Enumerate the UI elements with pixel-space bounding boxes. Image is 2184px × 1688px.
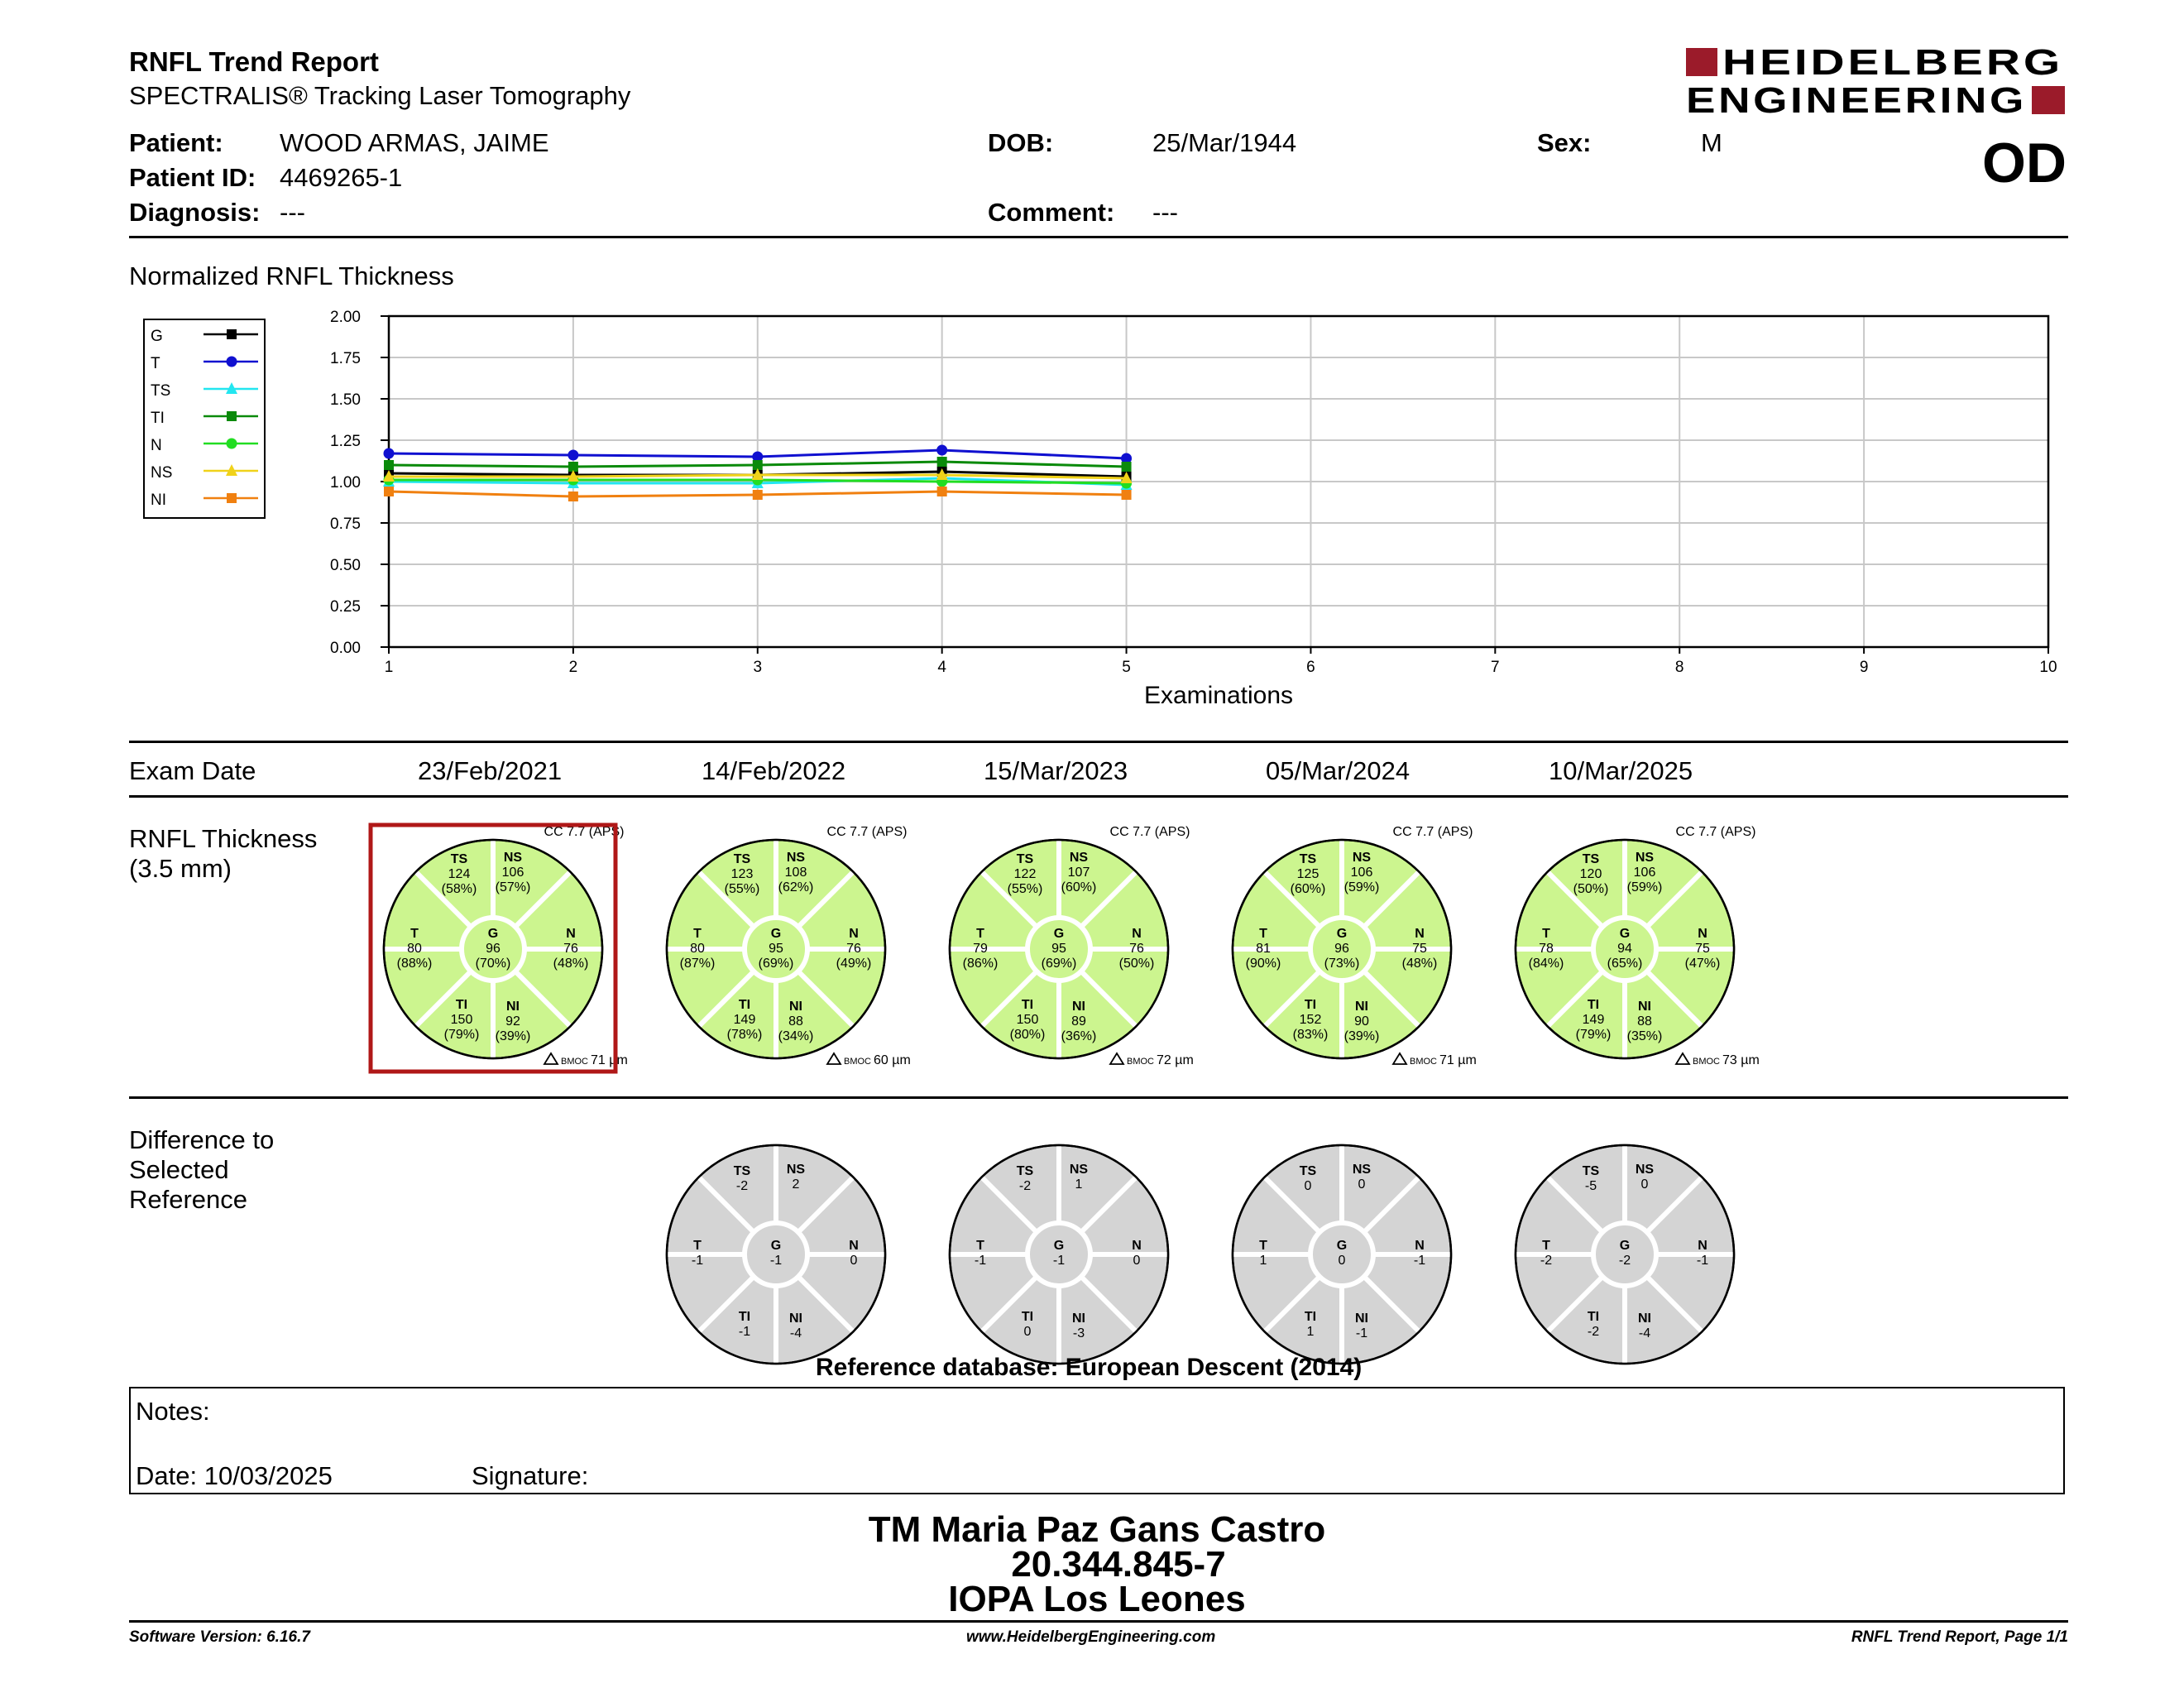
signature-label: Signature: <box>472 1461 589 1490</box>
thickness-circle <box>1516 840 1734 1058</box>
sector-name: NS <box>1635 1163 1655 1177</box>
sector-name: G <box>770 1239 782 1253</box>
delta-bmoc-icon <box>544 1053 558 1064</box>
y-tick-label: 0.00 <box>330 640 361 657</box>
sector-diff: -1 <box>974 1254 987 1268</box>
patient-id-label: Patient ID: <box>129 163 256 192</box>
data-point-TI <box>1122 462 1132 472</box>
dob-value: 25/Mar/1944 <box>1152 128 1297 157</box>
sector-percent: (69%) <box>758 957 794 971</box>
eye-indicator: OD <box>1982 132 2067 194</box>
sector-name: NS <box>786 851 806 865</box>
logo-square-bottom <box>2032 86 2065 114</box>
sector-percent: (86%) <box>962 957 999 971</box>
sector-name: TI <box>1021 1310 1034 1324</box>
sector-diff: -1 <box>1413 1254 1426 1268</box>
sector-value: 88 <box>1637 1014 1652 1029</box>
sector-value: 108 <box>784 866 807 880</box>
sector-diff: 0 <box>1338 1254 1346 1268</box>
sector-diff: -5 <box>1584 1179 1597 1193</box>
sector-value: 106 <box>501 866 524 880</box>
sector-name: TS <box>1299 1164 1317 1178</box>
divider-dates <box>129 795 2068 798</box>
sector-diff: 0 <box>1640 1177 1649 1192</box>
sex-label: Sex: <box>1537 128 1592 157</box>
sector-name: N <box>1132 1239 1142 1253</box>
sector-name: NS <box>786 1163 806 1177</box>
sector-name: G <box>487 927 499 941</box>
sector-percent: (78%) <box>726 1028 763 1042</box>
y-tick-label: 2.00 <box>330 309 361 326</box>
sector-value: 80 <box>407 942 422 956</box>
data-point-T <box>936 445 947 456</box>
legend-label: G <box>151 328 163 345</box>
bmoc-value: 73 µm <box>1722 1053 1760 1067</box>
sector-diff: -1 <box>1696 1254 1709 1268</box>
sector-name: NI <box>1355 1000 1368 1014</box>
legend-marker <box>227 411 237 421</box>
exam-date: 14/Feb/2022 <box>702 756 846 785</box>
x-tick-label: 4 <box>937 659 946 676</box>
sector-diff: -2 <box>1540 1254 1553 1268</box>
sector-percent: (58%) <box>441 882 477 896</box>
sector-percent: (50%) <box>1573 882 1609 896</box>
legend-label: T <box>151 355 160 372</box>
sector-diff: 0 <box>1023 1325 1032 1339</box>
sector-percent: (79%) <box>443 1028 480 1042</box>
sector-name: TI <box>738 1310 751 1324</box>
sector-name: NI <box>1072 1312 1085 1326</box>
notes-label: Notes: <box>136 1397 210 1426</box>
comment-value: --- <box>1152 198 1178 227</box>
diagnosis-label: Diagnosis: <box>129 198 261 227</box>
data-point-NI <box>568 492 578 501</box>
sector-name: NI <box>506 1000 520 1014</box>
sector-name: TI <box>1304 1310 1317 1324</box>
sector-percent: (57%) <box>495 880 531 894</box>
legend-label: NI <box>151 492 166 509</box>
sector-name: TS <box>1582 852 1600 866</box>
sector-value: 96 <box>1334 942 1349 956</box>
difference-circle <box>667 1145 885 1364</box>
sector-name: NS <box>1069 1163 1089 1177</box>
sector-name: T <box>976 1239 984 1253</box>
sector-percent: (69%) <box>1041 957 1077 971</box>
sector-name: NI <box>1355 1312 1368 1326</box>
sector-value: 89 <box>1071 1014 1086 1029</box>
difference-label: Difference to <box>129 1125 275 1154</box>
bmoc-label: BMOC <box>1693 1057 1720 1067</box>
x-tick-label: 8 <box>1674 659 1684 676</box>
y-tick-label: 1.25 <box>330 433 361 450</box>
sector-percent: (79%) <box>1575 1028 1612 1042</box>
sector-name: G <box>1336 927 1348 941</box>
sector-percent: (73%) <box>1324 957 1360 971</box>
x-tick-label: 10 <box>2039 659 2057 676</box>
sector-name: NS <box>1352 1163 1372 1177</box>
sector-percent: (60%) <box>1290 882 1326 896</box>
logo-square-top <box>1686 48 1717 76</box>
sector-name: T <box>976 927 984 941</box>
sector-value: 75 <box>1695 942 1710 956</box>
sector-name: N <box>1698 1239 1707 1253</box>
sector-percent: (48%) <box>1401 957 1438 971</box>
x-tick-label: 2 <box>568 659 578 676</box>
legend-marker <box>227 439 237 449</box>
sector-value: 88 <box>788 1014 803 1029</box>
sector-diff: -2 <box>1618 1254 1631 1268</box>
delta-bmoc-icon <box>1110 1053 1123 1064</box>
sector-name: G <box>1336 1239 1348 1253</box>
sector-name: TI <box>1021 998 1034 1012</box>
bmoc-label: BMOC <box>844 1057 871 1067</box>
y-tick-label: 1.00 <box>330 474 361 492</box>
sector-name: NI <box>789 1312 802 1326</box>
sector-name: TS <box>1582 1164 1600 1178</box>
sector-name: T <box>410 927 419 941</box>
sector-name: NS <box>1069 851 1089 865</box>
footer-website[interactable]: www.HeidelbergEngineering.com <box>966 1628 1216 1646</box>
sector-percent: (90%) <box>1245 957 1281 971</box>
sector-value: 92 <box>505 1014 520 1029</box>
sector-name: G <box>1619 1239 1631 1253</box>
sector-diff: 0 <box>1358 1177 1366 1192</box>
quality-cc: CC 7.7 (APS) <box>544 825 625 839</box>
bmoc-value: 72 µm <box>1157 1053 1194 1067</box>
sector-percent: (83%) <box>1292 1028 1329 1042</box>
sex-value: M <box>1701 128 1722 157</box>
bmoc-label: BMOC <box>1127 1057 1154 1067</box>
signer-name: TM Maria Paz Gans Castro <box>868 1509 1326 1550</box>
data-point-TI <box>384 460 394 470</box>
divider-chart <box>129 741 2068 743</box>
sector-name: N <box>1132 927 1142 941</box>
thickness-circle <box>1233 840 1451 1058</box>
sector-diff: -2 <box>1018 1179 1032 1193</box>
sector-diff: -1 <box>691 1254 704 1268</box>
sector-value: 149 <box>1582 1013 1605 1027</box>
sector-value: 80 <box>690 942 705 956</box>
sector-percent: (70%) <box>475 957 511 971</box>
sector-value: 106 <box>1350 866 1373 880</box>
sector-percent: (65%) <box>1607 957 1643 971</box>
sector-percent: (55%) <box>1007 882 1043 896</box>
x-tick-label: 9 <box>1859 659 1869 676</box>
data-point-T <box>384 448 395 459</box>
signer-id: 20.344.845-7 <box>1011 1544 1226 1585</box>
sector-diff: 0 <box>1133 1254 1141 1268</box>
delta-bmoc-icon <box>827 1053 841 1064</box>
sector-value: 78 <box>1539 942 1554 956</box>
bmoc-value: 71 µm <box>591 1053 628 1067</box>
logo-line1: HEIDELBERG <box>1722 43 2063 83</box>
sector-name: N <box>1698 927 1707 941</box>
thickness-label: RNFL Thickness <box>129 824 318 853</box>
signer-institution: IOPA Los Leones <box>948 1579 1246 1619</box>
sector-name: TS <box>1299 852 1317 866</box>
sector-name: N <box>849 927 859 941</box>
sector-value: 76 <box>563 942 578 956</box>
sector-percent: (84%) <box>1528 957 1564 971</box>
sector-value: 90 <box>1354 1014 1369 1029</box>
thickness-circle <box>950 840 1168 1058</box>
sector-value: 94 <box>1617 942 1632 956</box>
x-tick-label: 3 <box>753 659 763 676</box>
data-point-T <box>568 450 578 461</box>
sector-value: 123 <box>730 867 754 881</box>
sector-percent: (50%) <box>1118 957 1155 971</box>
quality-cc: CC 7.7 (APS) <box>1392 825 1473 839</box>
sector-diff: 1 <box>1075 1177 1083 1192</box>
sector-percent: (39%) <box>495 1029 531 1043</box>
sector-value: 75 <box>1412 942 1427 956</box>
dob-label: DOB: <box>988 128 1054 157</box>
sector-name: G <box>1053 1239 1065 1253</box>
sector-name: NS <box>1635 851 1655 865</box>
thickness-circles <box>347 815 2068 1080</box>
footer-software-version: Software Version: 6.16.7 <box>129 1628 310 1646</box>
comment-label: Comment: <box>988 198 1115 227</box>
x-tick-label: 6 <box>1306 659 1315 676</box>
exam-date: 15/Mar/2023 <box>984 756 1128 785</box>
sector-diff: -4 <box>789 1326 802 1340</box>
sector-name: T <box>1259 927 1267 941</box>
sector-percent: (39%) <box>1343 1029 1380 1043</box>
sector-name: T <box>693 1239 702 1253</box>
sector-name: TI <box>1587 1310 1600 1324</box>
sector-diff: 1 <box>1259 1254 1267 1268</box>
sector-diff: 0 <box>1304 1179 1312 1193</box>
sector-percent: (59%) <box>1343 880 1380 894</box>
sector-name: NS <box>503 851 523 865</box>
sector-name: NI <box>1638 1312 1651 1326</box>
sector-value: 122 <box>1013 867 1037 881</box>
thickness-circle <box>384 840 602 1058</box>
data-point-NI <box>937 487 947 496</box>
difference-circle <box>1233 1145 1451 1364</box>
sector-name: NI <box>789 1000 802 1014</box>
reference-database: Reference database: European Descent (2014) <box>816 1354 1363 1381</box>
notes-date: Date: 10/03/2025 <box>136 1461 333 1490</box>
patient-name: WOOD ARMAS, JAIME <box>280 128 549 157</box>
sector-value: 107 <box>1067 866 1090 880</box>
sector-percent: (35%) <box>1626 1029 1663 1043</box>
sector-diff: -2 <box>1587 1325 1600 1339</box>
sector-value: 106 <box>1633 866 1656 880</box>
sector-value: 150 <box>450 1013 473 1027</box>
report-title: RNFL Trend Report <box>129 46 379 77</box>
chart-title: Normalized RNFL Thickness <box>129 261 454 290</box>
sector-value: 76 <box>846 942 861 956</box>
sector-name: NS <box>1352 851 1372 865</box>
quality-cc: CC 7.7 (APS) <box>1109 825 1190 839</box>
divider-footer <box>129 1620 2068 1623</box>
sector-name: N <box>566 927 576 941</box>
sector-percent: (88%) <box>396 957 433 971</box>
sector-percent: (55%) <box>724 882 760 896</box>
sector-diff: 1 <box>1306 1325 1315 1339</box>
sector-name: N <box>1415 927 1425 941</box>
difference-label: Selected <box>129 1155 229 1184</box>
sector-name: T <box>1542 927 1550 941</box>
sector-percent: (60%) <box>1061 880 1097 894</box>
sector-diff: -1 <box>738 1325 751 1339</box>
legend-label: N <box>151 437 162 454</box>
diagnosis-value: --- <box>280 198 305 227</box>
y-tick-label: 1.50 <box>330 391 361 409</box>
sector-value: 124 <box>448 867 471 881</box>
x-tick-label: 5 <box>1122 659 1131 676</box>
exam-date: 23/Feb/2021 <box>418 756 563 785</box>
difference-label: Reference <box>129 1185 248 1214</box>
sector-percent: (36%) <box>1061 1029 1097 1043</box>
sector-name: T <box>693 927 702 941</box>
sector-diff: -3 <box>1072 1326 1085 1340</box>
sector-value: 125 <box>1296 867 1320 881</box>
patient-name-label: Patient: <box>129 128 223 157</box>
delta-bmoc-icon <box>1676 1053 1689 1064</box>
sector-name: TS <box>733 852 751 866</box>
y-tick-label: 1.75 <box>330 350 361 367</box>
difference-circle <box>950 1145 1168 1364</box>
logo-line2: ENGINEERING <box>1686 80 2027 117</box>
legend-marker <box>227 357 237 367</box>
y-tick-label: 0.25 <box>330 598 361 616</box>
bmoc-label: BMOC <box>561 1057 588 1067</box>
sector-name: NI <box>1072 1000 1085 1014</box>
difference-circles <box>347 1134 2068 1374</box>
sector-value: 76 <box>1129 942 1144 956</box>
x-axis-label: Examinations <box>1143 682 1294 709</box>
sector-name: TS <box>1016 1164 1034 1178</box>
sector-percent: (80%) <box>1009 1028 1046 1042</box>
divider-header <box>129 236 2068 238</box>
trend-chart <box>124 298 2068 712</box>
sector-diff: -1 <box>1052 1254 1066 1268</box>
sector-value: 152 <box>1299 1013 1322 1027</box>
data-point-NI <box>384 487 394 496</box>
sector-name: TI <box>455 998 468 1012</box>
y-tick-label: 0.50 <box>330 557 361 574</box>
sector-name: TI <box>1587 998 1600 1012</box>
exam-date-label: Exam Date <box>129 756 256 785</box>
sector-name: G <box>1619 927 1631 941</box>
sector-name: TI <box>1304 998 1317 1012</box>
sector-value: 95 <box>769 942 783 956</box>
sector-percent: (87%) <box>679 957 716 971</box>
legend-label: TS <box>151 382 171 400</box>
sector-name: TS <box>733 1164 751 1178</box>
sector-diff: 2 <box>792 1177 800 1192</box>
sector-percent: (62%) <box>778 880 814 894</box>
sector-percent: (34%) <box>778 1029 814 1043</box>
sector-value: 95 <box>1051 942 1066 956</box>
sector-diff: 0 <box>850 1254 858 1268</box>
sector-name: TI <box>738 998 751 1012</box>
x-tick-label: 7 <box>1491 659 1500 676</box>
legend-marker <box>227 329 237 339</box>
quality-cc: CC 7.7 (APS) <box>1675 825 1756 839</box>
exam-date: 10/Mar/2025 <box>1549 756 1693 785</box>
delta-bmoc-icon <box>1393 1053 1406 1064</box>
divider-thickness <box>129 1096 2068 1099</box>
sector-percent: (48%) <box>553 957 589 971</box>
sector-percent: (47%) <box>1684 957 1721 971</box>
quality-cc: CC 7.7 (APS) <box>826 825 908 839</box>
data-point-TI <box>937 457 947 467</box>
sector-name: G <box>1053 927 1065 941</box>
sector-name: N <box>1415 1239 1425 1253</box>
sector-diff: -4 <box>1638 1326 1651 1340</box>
legend-label: TI <box>151 410 165 427</box>
data-point-NI <box>1122 490 1132 500</box>
report-subtitle: SPECTRALIS® Tracking Laser Tomography <box>129 81 631 110</box>
sector-diff: -1 <box>1355 1326 1368 1340</box>
sector-value: 81 <box>1256 942 1271 956</box>
legend-marker <box>227 493 237 503</box>
sector-diff: -1 <box>769 1254 783 1268</box>
sector-value: 149 <box>733 1013 756 1027</box>
thickness-scan-size: (3.5 mm) <box>129 854 232 883</box>
footer-page: RNFL Trend Report, Page 1/1 <box>1851 1628 2068 1646</box>
legend-label: NS <box>151 464 173 482</box>
sector-value: 120 <box>1579 867 1602 881</box>
bmoc-value: 71 µm <box>1439 1053 1477 1067</box>
sector-value: 79 <box>973 942 988 956</box>
bmoc-label: BMOC <box>1410 1057 1437 1067</box>
data-point-NI <box>753 490 763 500</box>
sector-value: 96 <box>486 942 500 956</box>
notes-box[interactable] <box>129 1387 2065 1494</box>
sector-name: NI <box>1638 1000 1651 1014</box>
bmoc-value: 60 µm <box>874 1053 911 1067</box>
y-tick-label: 0.75 <box>330 516 361 533</box>
sector-name: N <box>849 1239 859 1253</box>
patient-id: 4469265-1 <box>280 163 403 192</box>
x-tick-label: 1 <box>384 659 394 676</box>
sector-value: 150 <box>1016 1013 1039 1027</box>
sector-name: T <box>1542 1239 1550 1253</box>
sector-diff: -2 <box>735 1179 749 1193</box>
sector-name: TS <box>450 852 468 866</box>
sector-name: G <box>770 927 782 941</box>
sector-percent: (59%) <box>1626 880 1663 894</box>
exam-date: 05/Mar/2024 <box>1266 756 1410 785</box>
sector-percent: (49%) <box>836 957 872 971</box>
sector-name: T <box>1259 1239 1267 1253</box>
thickness-circle <box>667 840 885 1058</box>
sector-name: TS <box>1016 852 1034 866</box>
heidelberg-logo <box>1684 43 2068 117</box>
difference-circle <box>1516 1145 1734 1364</box>
